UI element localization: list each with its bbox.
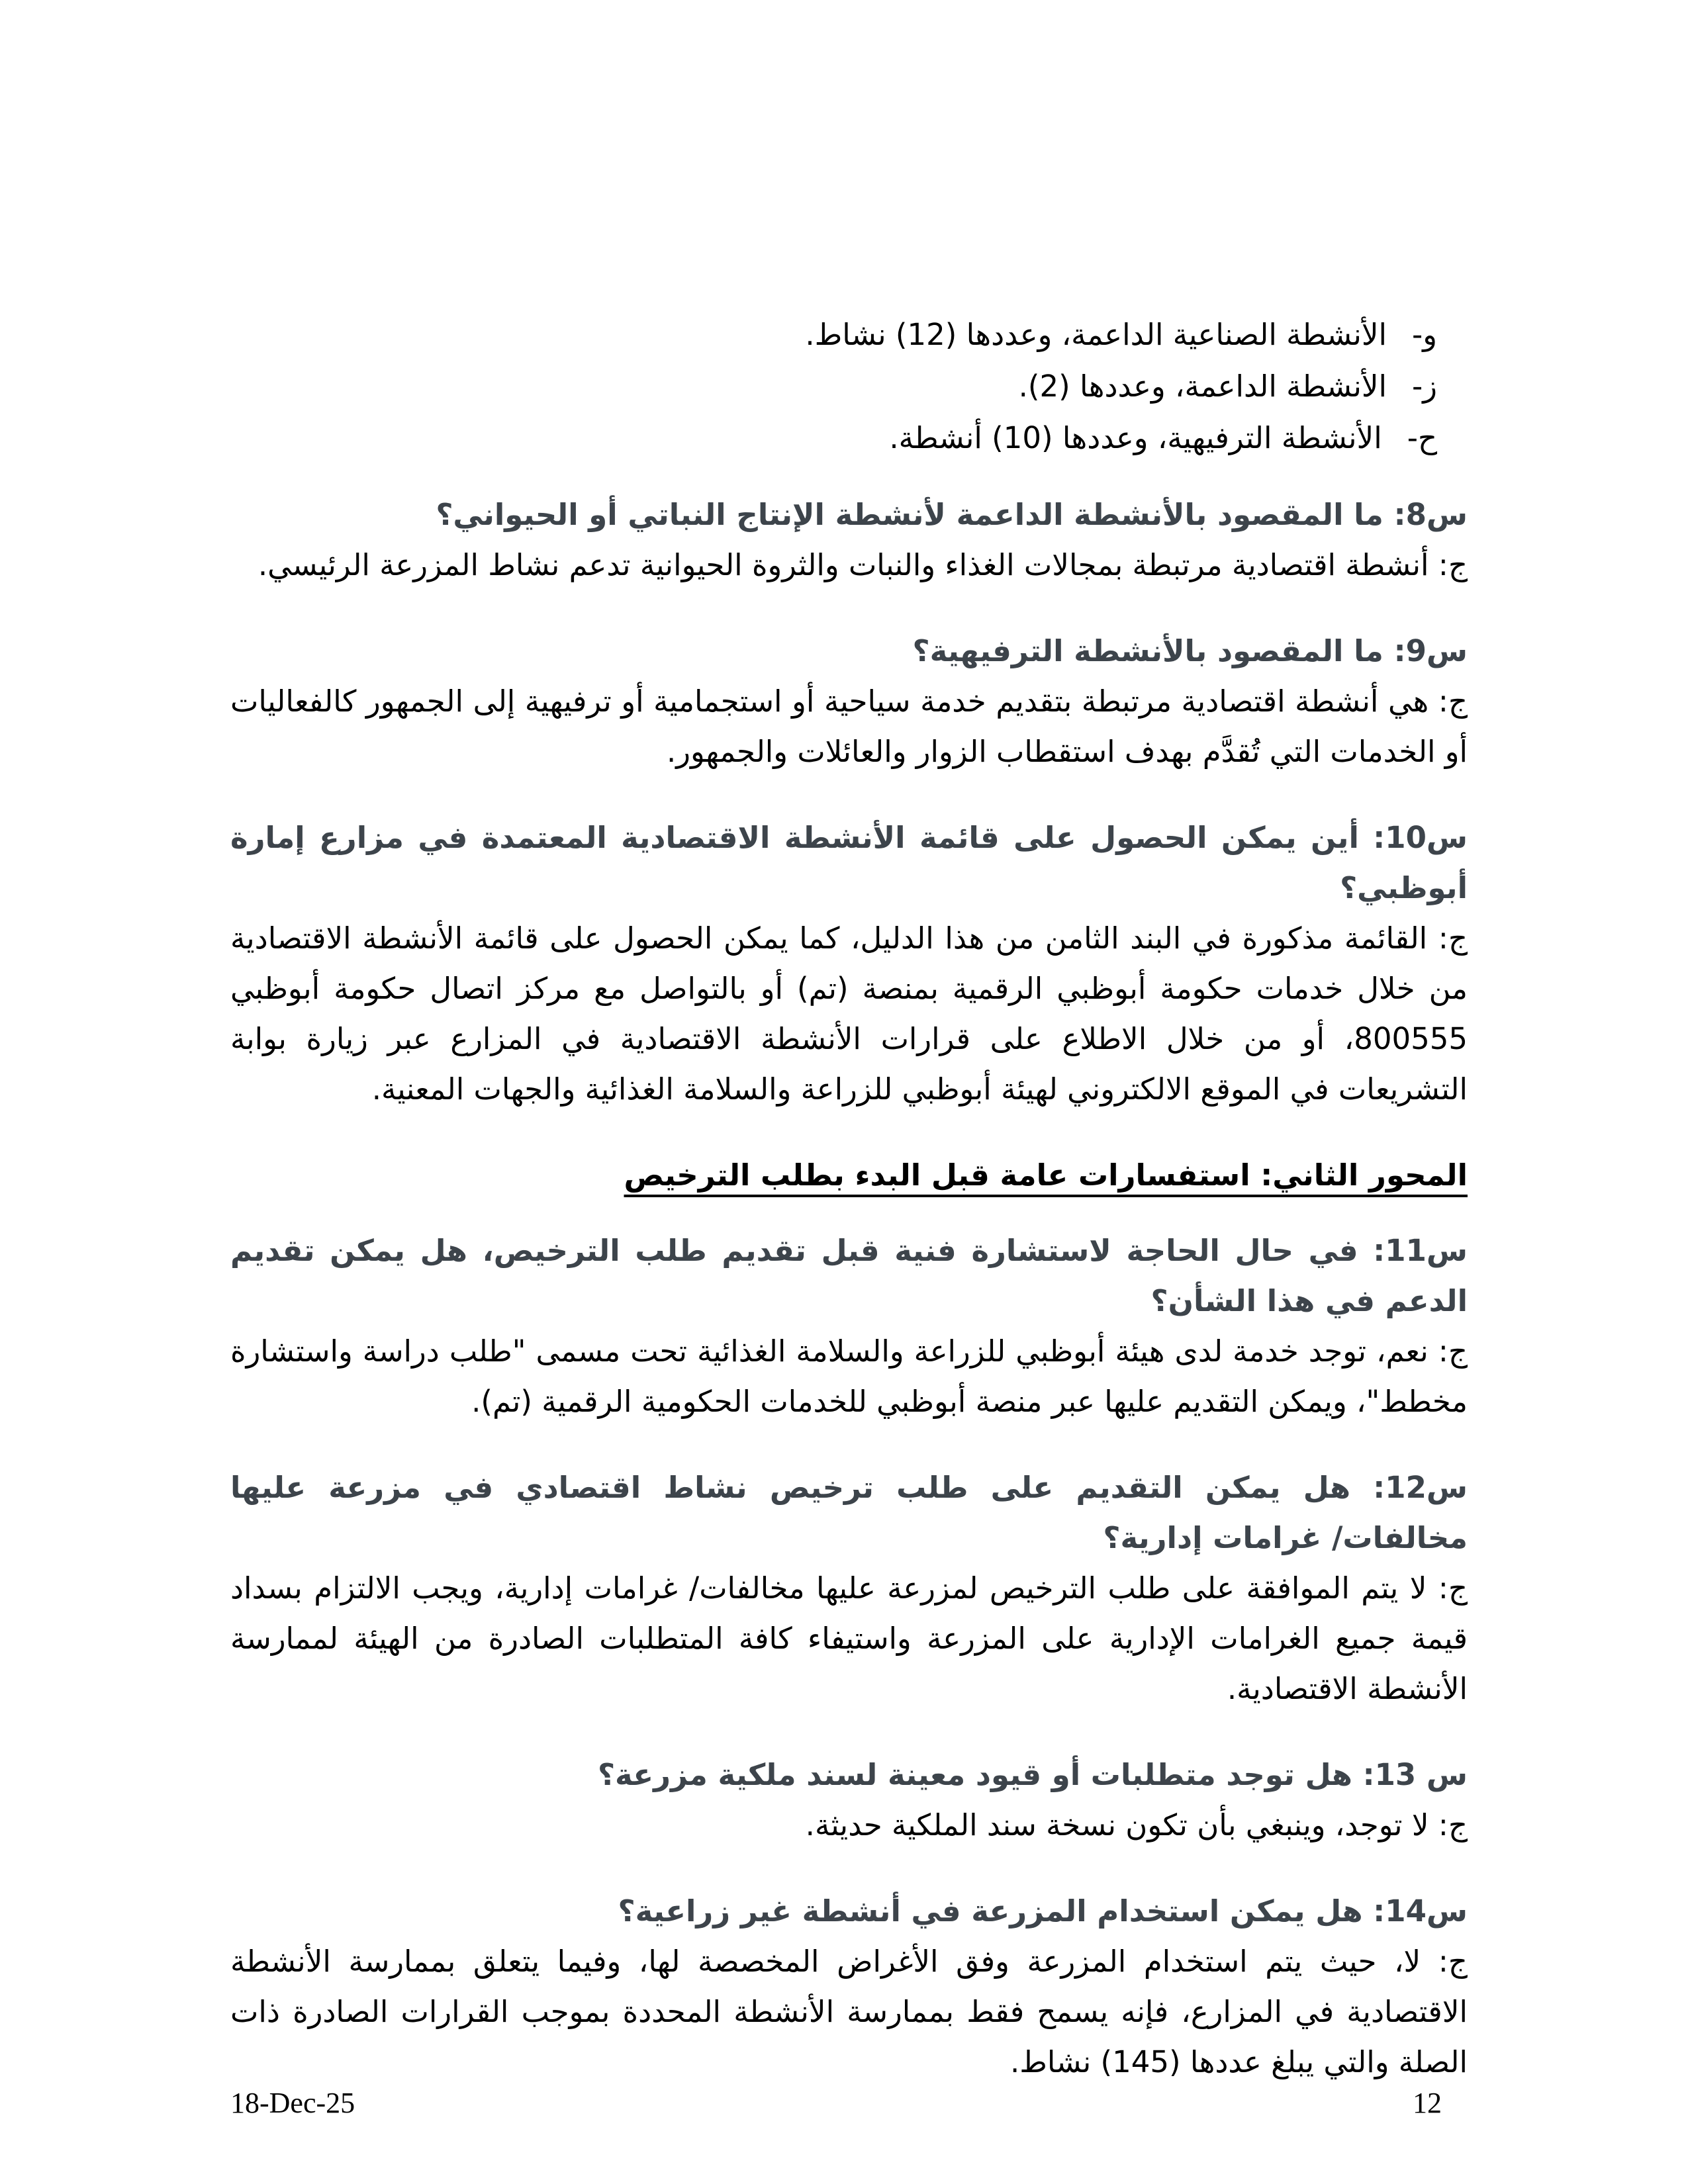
- question-heading: س11: في حال الحاجة لاستشارة فنية قبل تقديم طلب الترخيص، هل يمكن تقديم الدعم في هذا الشأن؟: [230, 1233, 1468, 1318]
- qa-block-q13: [230, 1750, 1468, 1850]
- answer-paragraph: ج: نعم، توجد خدمة لدى هيئة أبوظبي للزراعة والسلامة الغذائية تحت مسمى "طلب دراسة واستشارة مخطط"، ويمكن التقديم عليها عبر منصة أبوظبي للخدمات الحكومية الرقمية (تم).: [230, 1334, 1468, 1419]
- list-item: [230, 361, 1437, 412]
- list-item: [230, 413, 1437, 463]
- question-heading: س9: ما المقصود بالأنشطة الترفيهية؟: [912, 633, 1468, 668]
- question-heading: س 13: هل توجد متطلبات أو قيود معينة لسند ملكية مزرعة؟: [597, 1757, 1468, 1792]
- list-item-text: الأنشطة الداعمة، وعددها (2).: [1018, 369, 1387, 404]
- list-item-marker: و-: [1412, 317, 1437, 352]
- question-heading: س8: ما المقصود بالأنشطة الداعمة لأنشطة الإنتاج النباتي أو الحيواني؟: [436, 497, 1468, 532]
- list-item-marker: ح-: [1407, 420, 1437, 455]
- footer-date: 18-Dec-25: [230, 2087, 355, 2119]
- list-item: [230, 310, 1437, 360]
- qa-block-q10: [230, 813, 1468, 1115]
- section-header-text: المحور الثاني: استفسارات عامة قبل البدء بطلب الترخيص: [624, 1158, 1468, 1193]
- qa-block-q14: [230, 1886, 1468, 2087]
- answer-paragraph: ج: القائمة مذكورة في البند الثامن من هذا الدليل، كما يمكن الحصول على قائمة الأنشطة الاقتصادية من خلال خدمات حكومة أبوظبي الرقمية بمنصة (تم) أو بالتواصل مع مركز اتصال حكومة أبوظبي 800555، أو من خلال الاطلاع على قرارات الأنشطة الاقتصادية في المزارع عبر زيارة بوابة التشريعات في الموقع الالكتروني لهيئة أبوظبي للزراعة والسلامة الغذائية والجهات المعنية.: [230, 921, 1468, 1107]
- answer-paragraph: ج: هي أنشطة اقتصادية مرتبطة بتقديم خدمة سياحية أو استجمامية أو ترفيهية إلى الجمهور كالفعاليات أو الخدمات التي تُقدَّم بهدف استقطاب الزوار والعائلات والجمهور.: [230, 684, 1468, 769]
- answer-paragraph: ج: لا توجد، وينبغي بأن تكون نسخة سند الملكية حديثة.: [805, 1807, 1468, 1843]
- page-number: 12: [1413, 2087, 1442, 2119]
- answer-paragraph: ج: لا يتم الموافقة على طلب الترخيص لمزرعة عليها مخالفات/ غرامات إدارية، ويجب الالتزام بسداد قيمة جميع الغرامات الإدارية على المزرعة واستيفاء كافة المتطلبات الصادرة من الهيئة لممارسة الأنشطة الاقتصادية.: [230, 1570, 1468, 1706]
- question-heading: س10: أين يمكن الحصول على قائمة الأنشطة الاقتصادية المعتمدة في مزارع إمارة أبوظبي؟: [230, 820, 1468, 905]
- section-header: [230, 1150, 1468, 1201]
- question-heading: س14: هل يمكن استخدام المزرعة في أنشطة غير زراعية؟: [618, 1893, 1468, 1929]
- qa-block-q12: [230, 1463, 1468, 1714]
- list-item-text: الأنشطة الصناعية الداعمة، وعددها (12) نشاط.: [805, 317, 1387, 352]
- list-item-marker: ز-: [1412, 369, 1437, 404]
- qa-block-q9: [230, 626, 1468, 777]
- page-content: [230, 310, 1468, 2123]
- answer-paragraph: ج: أنشطة اقتصادية مرتبطة بمجالات الغذاء والنبات والثروة الحيوانية تدعم نشاط المزرعة الرئيسي.: [258, 547, 1468, 582]
- answer-paragraph: ج: لا، حيث يتم استخدام المزرعة وفق الأغراض المخصصة لها، وفيما يتعلق بممارسة الأنشطة الاقتصادية في المزارع، فإنه يسمح فقط بممارسة الأنشطة المحددة بموجب القرارات الصادرة ذات الصلة والتي يبلغ عددها (145) نشاط.: [230, 1944, 1468, 2079]
- qa-block-q11: [230, 1226, 1468, 1427]
- list-item-text: الأنشطة الترفيهية، وعددها (10) أنشطة.: [889, 420, 1382, 455]
- qa-block-q8: [230, 490, 1468, 590]
- activity-count-list: [230, 310, 1468, 463]
- question-heading: س12: هل يمكن التقديم على طلب ترخيص نشاط اقتصادي في مزرعة عليها مخالفات/ غرامات إدارية؟: [230, 1470, 1468, 1555]
